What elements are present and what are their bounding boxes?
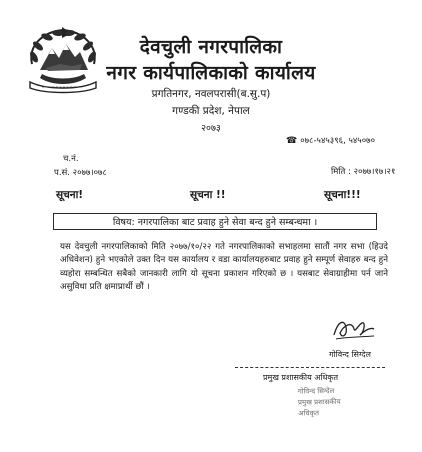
stamp-designation: प्रमुख प्रशासकीय अधिकृत <box>297 397 341 418</box>
notice-label-1: सूचना! <box>56 189 84 201</box>
stamp-name: गोविन्द सिग्देल <box>297 386 335 396</box>
signer-designation: प्रमुख प्रशासकीय अधिकृत <box>263 373 339 382</box>
signer-name: गोविन्द सिग्देल <box>329 350 371 359</box>
municipality-name: देवचुली नगरपालिका <box>139 36 283 58</box>
official-stamp <box>298 385 361 419</box>
phone-number <box>286 135 375 146</box>
phone-icon: ☎ <box>286 136 298 146</box>
notice-label-3: सूचना!!! <box>324 189 361 201</box>
fiscal-year: प.सं. २०७७।०७८ <box>54 168 107 178</box>
reference-number: च.नं. <box>63 154 79 164</box>
office-name: नगर कार्यपालिकाको कार्यालय <box>106 62 316 84</box>
notice-body: यस देवचुली नगरपालिकाको मिति २०७७/१०/२२ गते नगरपालिकाको सभाहलमा सातौं नगर सभा (हिउदे अधिवेशन) हुने भएकोले उक्त दिन यस कार्यालय र वडा कार्यालयहरुबाट प्रवाह हुने सम्पूर्ण सेवाहरु बन्द हुने व्यहोरा सम्बन्धित सबैको जानकारी लागि यो सूचना प्रकाशन गरिएको छ । यसबाट सेवाग्राहीमा पर्न जाने असुविधा प्रति क्षमाप्रार्थी छौं । <box>60 242 388 292</box>
address-line-1: प्रगतिनगर, नवलपरासी(ब.सु.प) <box>151 88 271 100</box>
handwritten-signature <box>330 315 378 343</box>
letter-date: मिति : २०७७।१७।२१ <box>331 167 396 177</box>
established-year: २०७३ <box>201 123 221 134</box>
phone-value: ०७८-५४५३९६, ५४५०७० <box>300 136 375 146</box>
notice-label-2: सूचना !! <box>190 189 226 201</box>
subject-text: विषय: नगरपालिका बाट प्रवाह हुने सेवा बन्द हुने सम्बन्धमा । <box>112 217 318 228</box>
address-line-2: गण्डकी प्रदेश, नेपाल <box>172 105 250 117</box>
signature-line <box>235 367 385 368</box>
subject-box <box>53 213 377 230</box>
